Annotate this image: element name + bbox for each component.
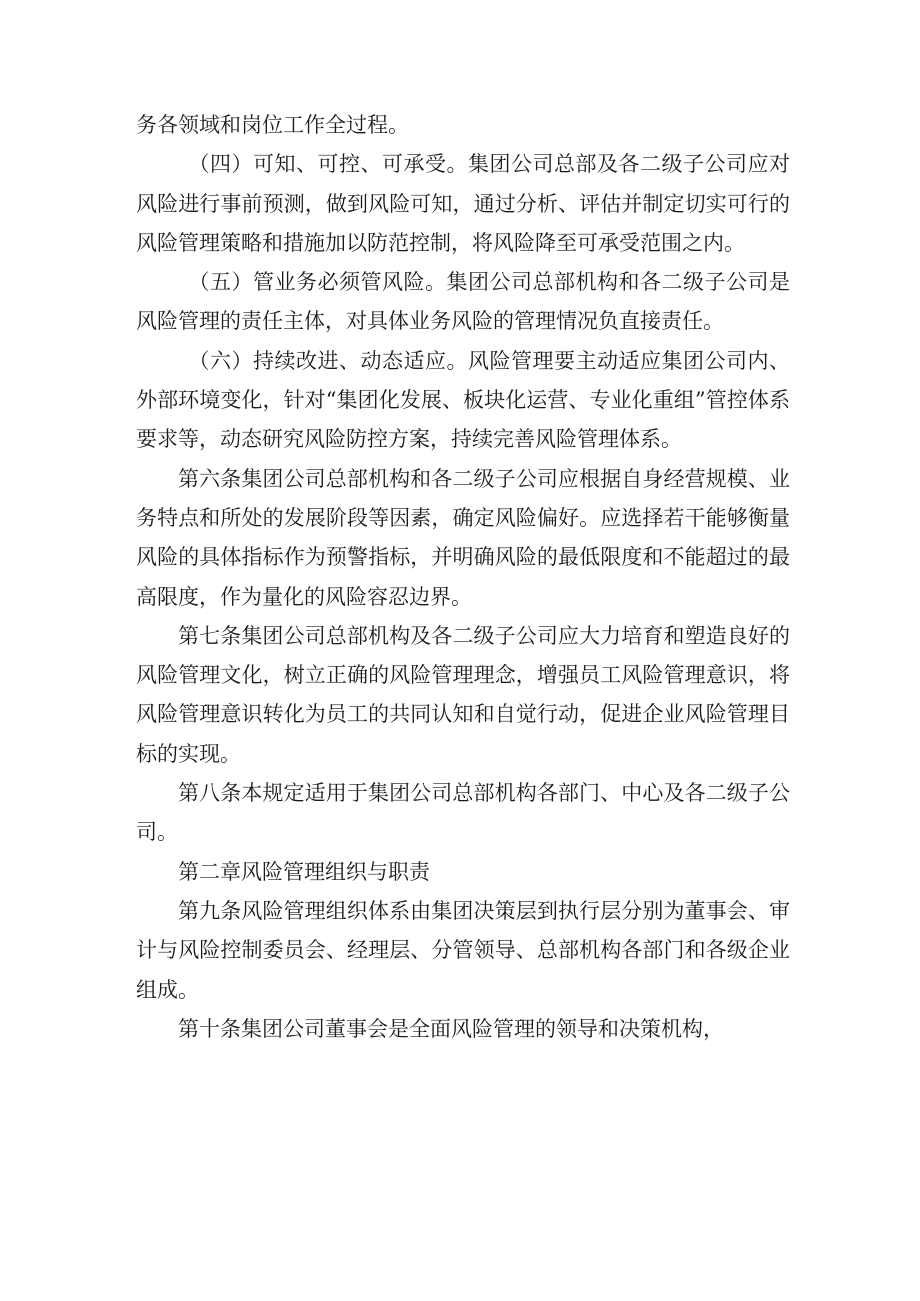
paragraph-article-10: 第十条集团公司董事会是全面风险管理的领导和决策机构， bbox=[178, 1016, 724, 1041]
paragraph-article-8: 第八条本规定适用于集团公司总部机构各部门、中心及各二级子公司。 bbox=[136, 781, 790, 845]
paragraph-principle-4: （四）可知、可控、可承受。集团公司总部及各二级子公司应对风险进行事前预测，做到风险可知，通过分析、评估并制定切实可行的风险管理策略和措施加以防范控制，将风险降至可承受范围之内。 bbox=[136, 152, 790, 255]
paragraph-principle-5: （五）管业务必须管风险。集团公司总部机构和各二级子公司是风险管理的责任主体，对具体业务风险的管理情况负直接责任。 bbox=[136, 270, 790, 334]
paragraph-continuation: 务各领域和岗位工作全过程。 bbox=[136, 113, 409, 137]
paragraph-article-9: 第九条风险管理组织体系由集团决策层到执行层分别为董事会、审计与风险控制委员会、经理层、分管领导、总部机构各部门和各级企业组成。 bbox=[136, 898, 790, 1002]
paragraph-principle-6: （六）持续改进、动态适应。风险管理要主动适应集团公司内、外部环境变化，针对“集团化发展、板块化运营、专业化重组”管控体系要求等，动态研究风险防控方案，持续完善风险管理体系。 bbox=[136, 348, 790, 452]
paragraph-article-6: 第六条集团公司总部机构和各二级子公司应根据自身经营规模、业务特点和所处的发展阶段等因素，确定风险偏好。应选择若干能够衡量风险的具体指标作为预警指标，并明确风险的最低限度和不能超过的最高限度，作为量化的风险容忍边界。 bbox=[136, 466, 790, 609]
paragraph-article-7: 第七条集团公司总部机构及各二级子公司应大力培育和塑造良好的风险管理文化，树立正确的风险管理理念，增强员工风险管理意识，将风险管理意识转化为员工的共同认知和自觉行动，促进企业风险管理目标的实现。 bbox=[136, 623, 790, 766]
document-body bbox=[136, 106, 790, 1049]
chapter-heading: 第二章风险管理组织与职责 bbox=[178, 859, 430, 884]
